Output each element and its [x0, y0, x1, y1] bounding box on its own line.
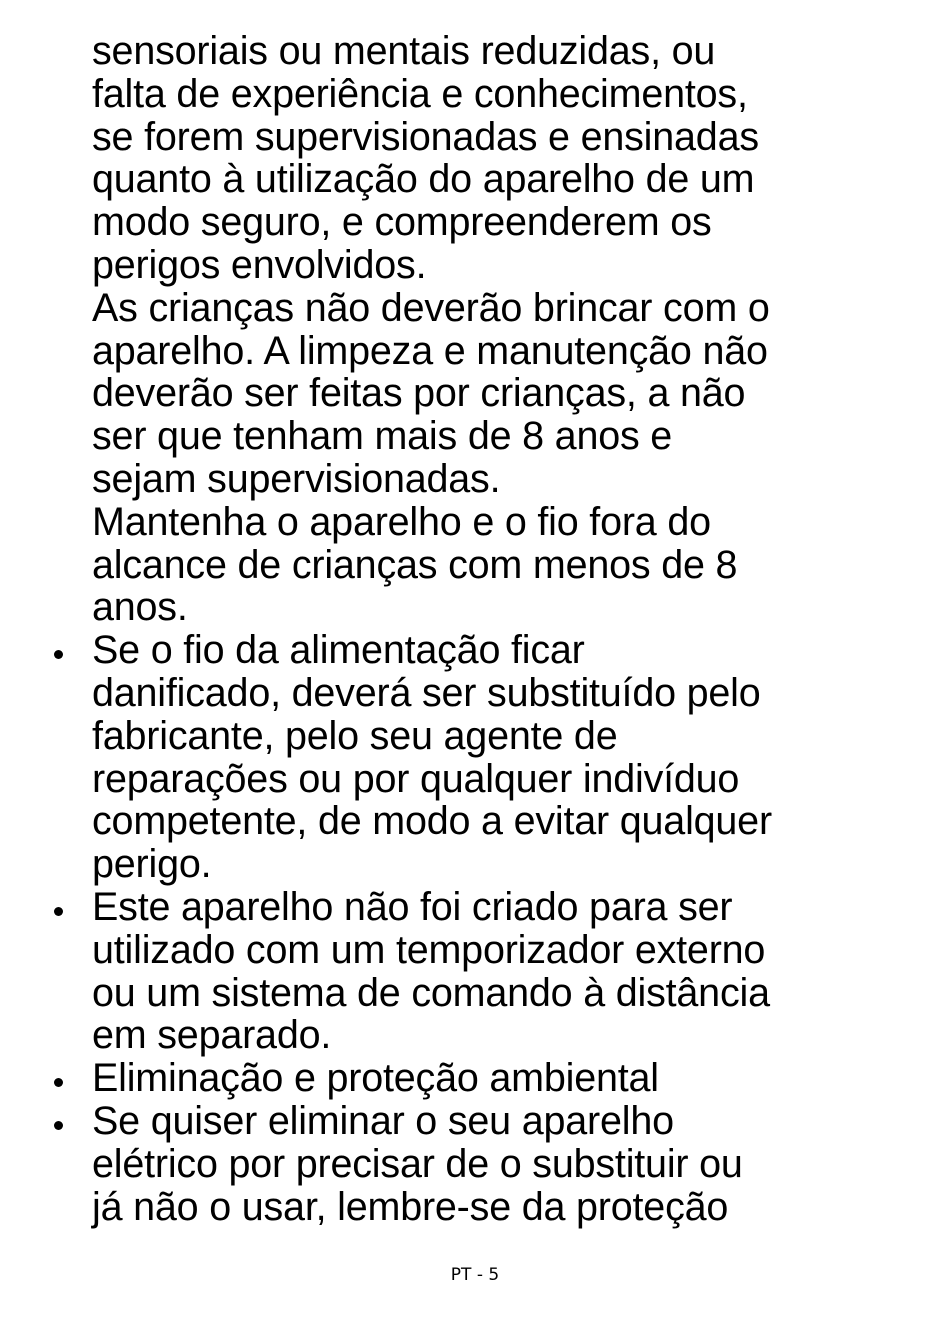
text-line: Este aparelho não foi criado para ser: [92, 884, 733, 929]
text-line: aparelho. A limpeza e manutenção não: [92, 328, 768, 373]
text-line: deverão ser feitas por crianças, a não: [92, 371, 746, 416]
page-number: PT - 5: [450, 1265, 500, 1285]
intro-paragraph: [92, 287, 922, 501]
text-line: em separado.: [92, 1013, 332, 1058]
text-line: danificado, deverá ser substituído pelo: [92, 670, 761, 715]
text-line: modo seguro, e compreenderem os: [92, 200, 712, 245]
text-line: As crianças não deverão brincar com o: [92, 285, 770, 330]
text-line: perigo.: [92, 842, 212, 887]
text-line: quanto à utilização do aparelho de um: [92, 157, 755, 202]
text-line: já não o usar, lembre-se da proteção: [92, 1184, 729, 1229]
text-line: anos.: [92, 585, 188, 630]
list-item: [92, 629, 922, 886]
intro-paragraph: [92, 501, 922, 629]
text-line: ser que tenham mais de 8 anos e: [92, 414, 673, 459]
bullet-icon: [54, 907, 63, 916]
page-body: [92, 30, 922, 1228]
bullet-icon: [54, 1121, 63, 1130]
bullet-icon: [54, 1078, 63, 1087]
text-line: utilizado com um temporizador externo: [92, 927, 766, 972]
text-line: alcance de crianças com menos de 8: [92, 542, 738, 587]
text-line: reparações ou por qualquer indivíduo: [92, 756, 740, 801]
text-line: Se o fio da alimentação ficar: [92, 628, 585, 673]
text-line: Eliminação e proteção ambiental: [92, 1056, 659, 1101]
text-line: elétrico por precisar de o substituir ou: [92, 1141, 743, 1186]
bullet-icon: [54, 650, 63, 659]
list-item: [92, 886, 922, 1057]
list-item: [92, 1100, 922, 1228]
intro-paragraph: [92, 30, 922, 287]
text-line: Se quiser eliminar o seu aparelho: [92, 1098, 674, 1143]
text-line: sejam supervisionadas.: [92, 456, 501, 501]
text-line: perigos envolvidos.: [92, 242, 427, 287]
text-line: ou um sistema de comando à distância: [92, 970, 770, 1015]
text-line: falta de experiência e conhecimentos,: [92, 71, 748, 116]
text-line: fabricante, pelo seu agente de: [92, 713, 618, 758]
text-line: se forem supervisionadas e ensinadas: [92, 114, 759, 159]
text-line: competente, de modo a evitar qualquer: [92, 799, 772, 844]
text-line: Mantenha o aparelho e o fio fora do: [92, 499, 711, 544]
text-line: sensoriais ou mentais reduzidas, ou: [92, 29, 716, 73]
list-item: [92, 1057, 922, 1100]
